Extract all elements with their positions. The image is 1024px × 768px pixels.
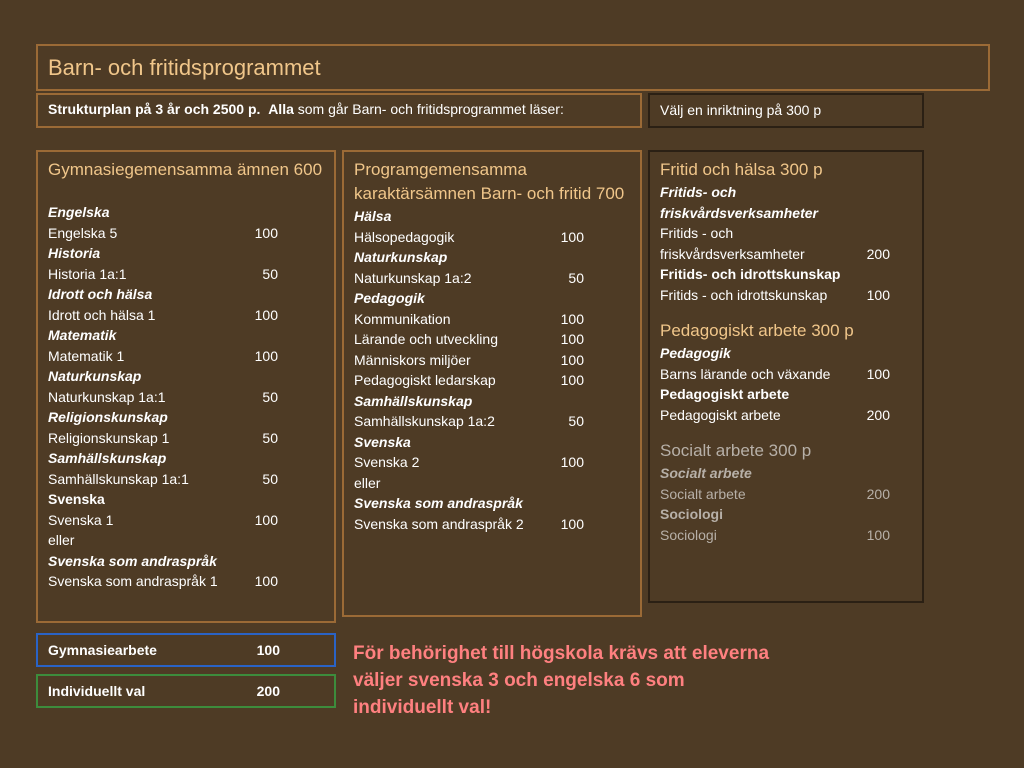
subject-category: Idrott och hälsa (48, 286, 153, 302)
subject-category: Religionskunskap (48, 409, 168, 425)
course-row: Samhällskunskap 1a:2 50 (354, 413, 584, 429)
subject-category: Engelska (48, 204, 110, 220)
course-name: Fritids - och (660, 225, 734, 241)
course-row: Religionskunskap 1 50 (48, 429, 278, 446)
gymnasiearbete-label: Gymnasiearbete (48, 642, 157, 658)
program-subjects-box (342, 150, 642, 617)
choose-track-box (648, 93, 924, 128)
course-row: Idrott och hälsa 1 100 (48, 306, 278, 323)
subject-category: Svenska (48, 491, 105, 507)
individuellt-val-box (36, 674, 336, 708)
subject-category: Fritids- och (660, 184, 737, 200)
common-subjects-heading: Gymnasiegemensamma ämnen 600 (48, 160, 323, 179)
course-row: Barns lärande och växande 100 (660, 365, 890, 382)
course-row: Människors miljöer 100 (354, 351, 584, 368)
course-row: Svenska 1 100 (48, 511, 278, 528)
course-row: Naturkunskap 1a:1 50 (48, 388, 278, 405)
choose-track-text: Välj en inriktning på 300 p (660, 102, 822, 118)
track-heading-fritid: Fritid och hälsa 300 p (660, 160, 823, 179)
individuellt-val-label: Individuellt val (48, 683, 146, 699)
structure-plan-box (36, 93, 642, 128)
course-row: Fritids - och idrottskunskap 100 (660, 286, 890, 303)
course-row: Samhällskunskap 1a:1 50 (48, 470, 278, 487)
page-title: Barn- och fritidsprogrammet (48, 55, 321, 80)
individuellt-val-value: 200 (256, 683, 280, 699)
subject-category: Svenska som andraspråk (48, 552, 217, 569)
structure-plan-text (48, 101, 564, 117)
course-row: Naturkunskap 1a:2 50 (354, 269, 584, 286)
course-row: Lärande och utveckling 100 (354, 331, 584, 347)
course-row: Svenska som andraspråk 1 100 (48, 573, 278, 589)
course-row: Pedagogiskt arbete 200 (660, 406, 890, 423)
track-heading-pedagogiskt: Pedagogiskt arbete 300 p (660, 321, 854, 340)
gymnasiearbete-box (36, 633, 336, 667)
subject-category: Historia (48, 245, 101, 261)
course-row: Sociologi 100 (660, 526, 890, 543)
subject-category: Svenska som andraspråk (354, 495, 523, 511)
structure-plan-bold: Strukturplan på 3 år och 2500 p. (48, 101, 261, 117)
course-row: friskvårdsverksamheter 200 (660, 245, 890, 262)
course-row: Historia 1a:1 50 (48, 265, 278, 282)
subject-category: Naturkunskap (354, 249, 448, 265)
subject-category: Samhällskunskap (354, 392, 473, 409)
subject-category: Pedagogik (354, 290, 425, 306)
course-row: Svenska 2 100 (354, 454, 584, 470)
course-row: Kommunikation 100 (354, 310, 584, 327)
structure-plan-rest: som går Barn- och fritidsprogrammet läser: (297, 101, 564, 117)
course-row: Matematik 1 100 (48, 347, 278, 364)
subject-category: Svenska (354, 433, 411, 450)
subject-category: Fritids- och idrottskunskap (660, 266, 841, 282)
subject-category: Pedagogiskt arbete (660, 386, 790, 402)
course-row: Socialt arbete 200 (660, 485, 890, 502)
track-heading-socialt: Socialt arbete 300 p (660, 441, 812, 460)
subject-category: Pedagogik (660, 345, 731, 361)
course-row: Pedagogiskt ledarskap 100 (354, 372, 584, 388)
gymnasiearbete-value: 100 (256, 642, 280, 658)
or-text: eller (48, 532, 75, 548)
course-row: Hälsopedagogik 100 (354, 228, 584, 245)
common-subjects-box (36, 150, 336, 623)
subject-category: Hälsa (354, 208, 392, 224)
course-row: Svenska som andraspråk 2 100 (354, 515, 584, 532)
subject-category: Naturkunskap (48, 368, 142, 384)
subject-category: Matematik (48, 327, 117, 343)
track-options-box (648, 150, 924, 603)
subject-category: Sociologi (660, 506, 723, 522)
course-row: Engelska 5 100 (48, 224, 278, 241)
subject-category: Samhällskunskap (48, 450, 167, 466)
title-box (36, 44, 990, 91)
subject-category: Socialt arbete (660, 465, 752, 481)
structure-plan-alla: Alla (268, 101, 294, 117)
eligibility-note: För behörighet till högskola krävs att eleverna väljer svenska 3 och engelska 6 som individuellt val! (353, 643, 770, 718)
or-text: eller (354, 474, 381, 491)
subject-category: friskvårdsverksamheter (660, 204, 818, 221)
program-subjects-heading: Programgemensamma karaktärsämnen Barn- och fritid 700 (354, 160, 625, 203)
